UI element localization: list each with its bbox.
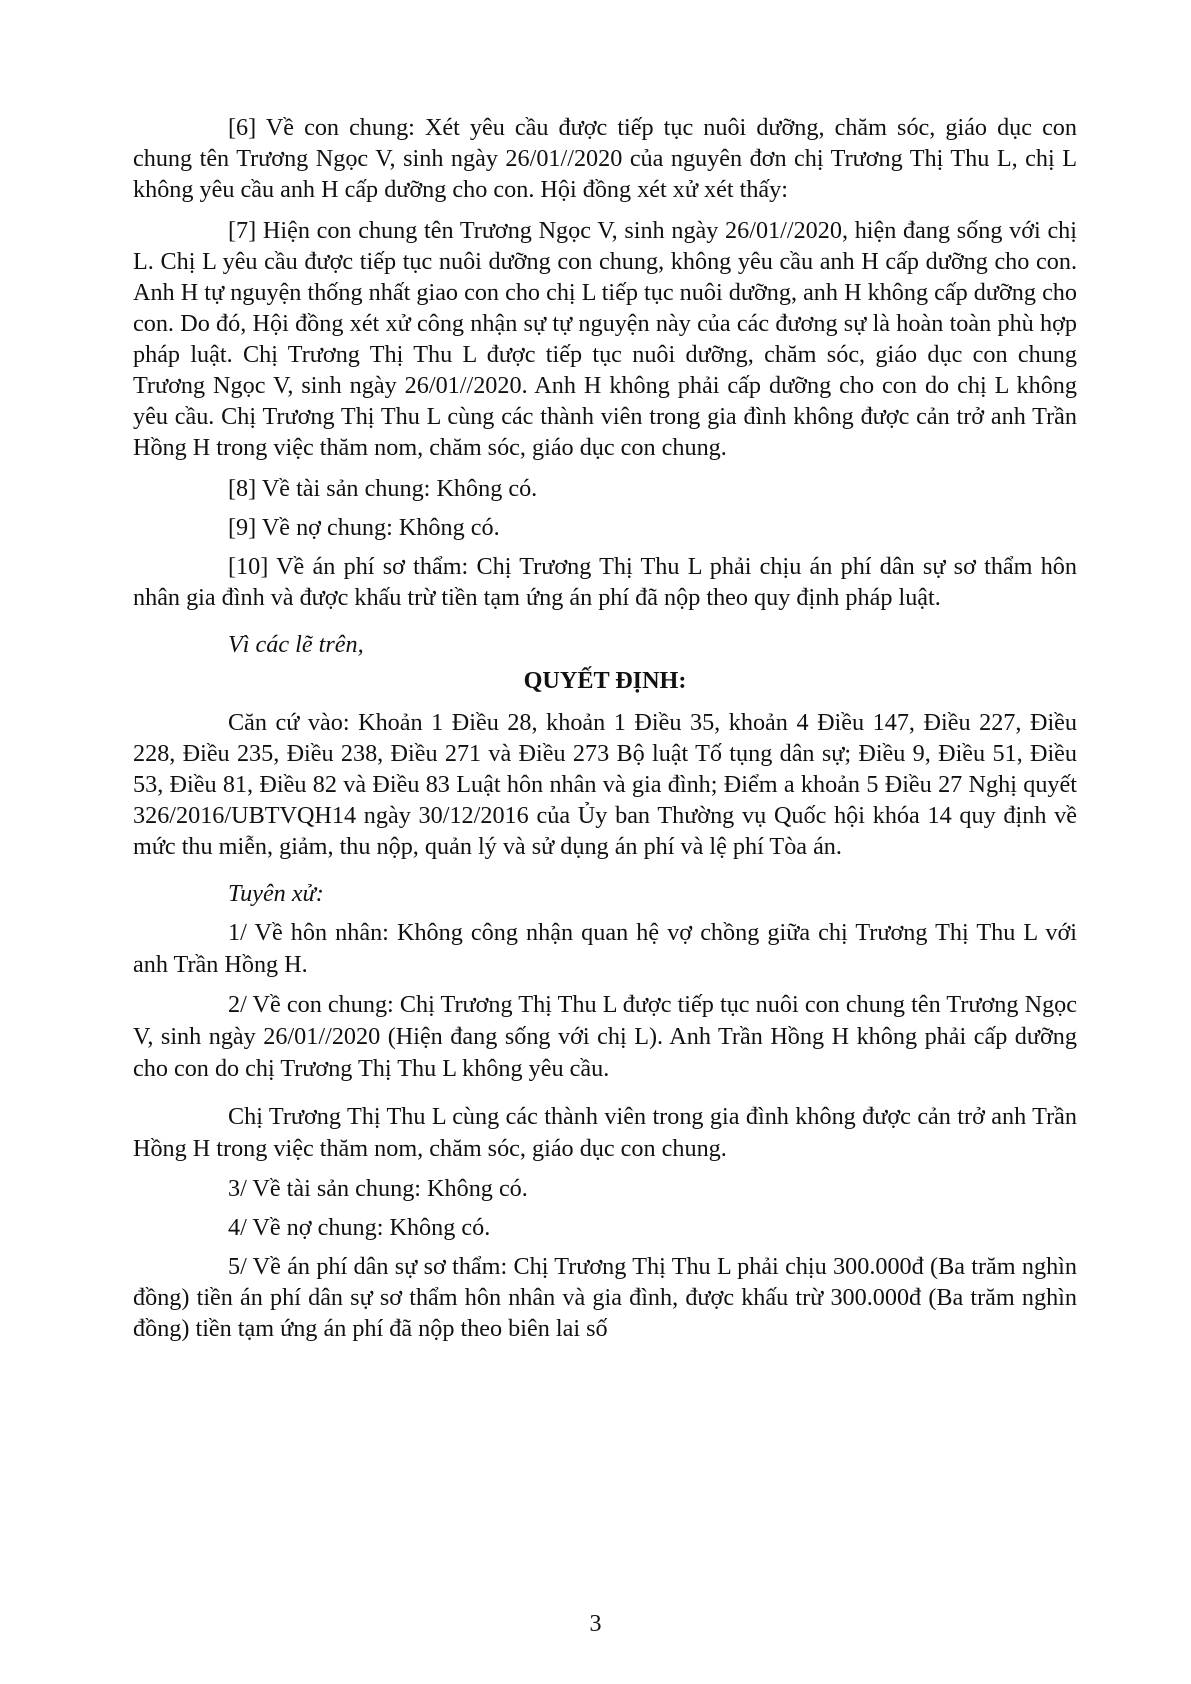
- paragraph-6-common-child: [6] Về con chung: Xét yêu cầu được tiếp tục nuôi dưỡng, chăm sóc, giáo dục con chung tên Trương Ngọc V, sinh ngày 26/01//2020 của nguyên đơn chị Trương Thị Thu L, chị L không yêu cầu anh H cấp dưỡng cho con. Hội đồng xét xử xét thấy:: [133, 114, 1077, 203]
- ruling-5-court-fee: 5/ Về án phí dân sự sơ thẩm: Chị Trương Thị Thu L phải chịu 300.000đ (Ba trăm nghìn đồng) tiền án phí dân sự sơ thẩm hôn nhân và gia đình, được khấu trừ 300.000đ (Ba trăm nghìn đồng) tiền tạm ứng án phí đã nộp theo biên lai số: [133, 1253, 1077, 1342]
- page-number: 3: [589, 1611, 602, 1637]
- paragraph-10-court-fee: [10] Về án phí sơ thẩm: Chị Trương Thị Thu L phải chịu án phí dân sự sơ thẩm hôn nhân gia đình và được khấu trừ tiền tạm ứng án phí đã nộp theo quy định pháp luật.: [133, 553, 1077, 611]
- decision-heading: QUYẾT ĐỊNH:: [523, 667, 687, 694]
- ruling-label: Tuyên xử:: [228, 880, 324, 907]
- ruling-3-common-property: 3/ Về tài sản chung: Không có.: [228, 1175, 528, 1202]
- ruling-4-common-debt: 4/ Về nợ chung: Không có.: [228, 1214, 491, 1241]
- document-page: [133, 112, 1077, 1344]
- ruling-2-common-child: 2/ Về con chung: Chị Trương Thị Thu L được tiếp tục nuôi con chung tên Trương Ngọc V, sinh ngày 26/01//2020 (Hiện đang sống với chị L). Anh Trần Hồng H không phải cấp dưỡng cho con do chị Trương Thị Thu L không yêu cầu.: [133, 991, 1077, 1082]
- ruling-1-marriage: 1/ Về hôn nhân: Không công nhận quan hệ vợ chồng giữa chị Trương Thị Thu L với anh Trần Hồng H.: [133, 919, 1077, 978]
- paragraph-7-child-custody: [7] Hiện con chung tên Trương Ngọc V, sinh ngày 26/01//2020, hiện đang sống với chị L. Chị L yêu cầu được tiếp tục nuôi dưỡng con chung, không yêu cầu anh H cấp dưỡng cho con. Anh H tự nguyện thống nhất giao con cho chị L tiếp tục nuôi dưỡng, anh H không cấp dưỡng cho con. Do đó, Hội đồng xét xử công nhận sự tự nguyện này của các đương sự là hoàn toàn phù hợp pháp luật. Chị Trương Thị Thu L được tiếp tục nuôi dưỡng, chăm sóc, giáo dục con chung Trương Ngọc V, sinh ngày 26/01//2020. Anh H không phải cấp dưỡng cho con do chị L không yêu cầu. Chị Trương Thị Thu L cùng các thành viên trong gia đình không được cản trở anh Trần Hồng H trong việc thăm nom, chăm sóc, giáo dục con chung.: [133, 217, 1077, 461]
- legal-basis-paragraph: Căn cứ vào: Khoản 1 Điều 28, khoản 1 Điều 35, khoản 4 Điều 147, Điều 227, Điều 228, Điều 235, Điều 238, Điều 271 và Điều 273 Bộ luật Tố tụng dân sự; Điều 9, Điều 51, Điều 53, Điều 81, Điều 82 và Điều 83 Luật hôn nhân và gia đình; Điểm a khoản 5 Điều 27 Nghị quyết 326/2016/UBTVQH14 ngày 30/12/2016 của Ủy ban Thường vụ Quốc hội khóa 14 quy định về mức thu miễn, giảm, thu nộp, quản lý và sử dụng án phí và lệ phí Tòa án.: [133, 709, 1077, 860]
- because-phrase: Vì các lẽ trên,: [228, 631, 364, 658]
- paragraph-9-common-debt: [9] Về nợ chung: Không có.: [228, 514, 500, 541]
- ruling-2-visitation: Chị Trương Thị Thu L cùng các thành viên trong gia đình không được cản trở anh Trần Hồng H trong việc thăm nom, chăm sóc, giáo dục con chung.: [133, 1103, 1077, 1162]
- paragraph-8-common-property: [8] Về tài sản chung: Không có.: [228, 475, 538, 502]
